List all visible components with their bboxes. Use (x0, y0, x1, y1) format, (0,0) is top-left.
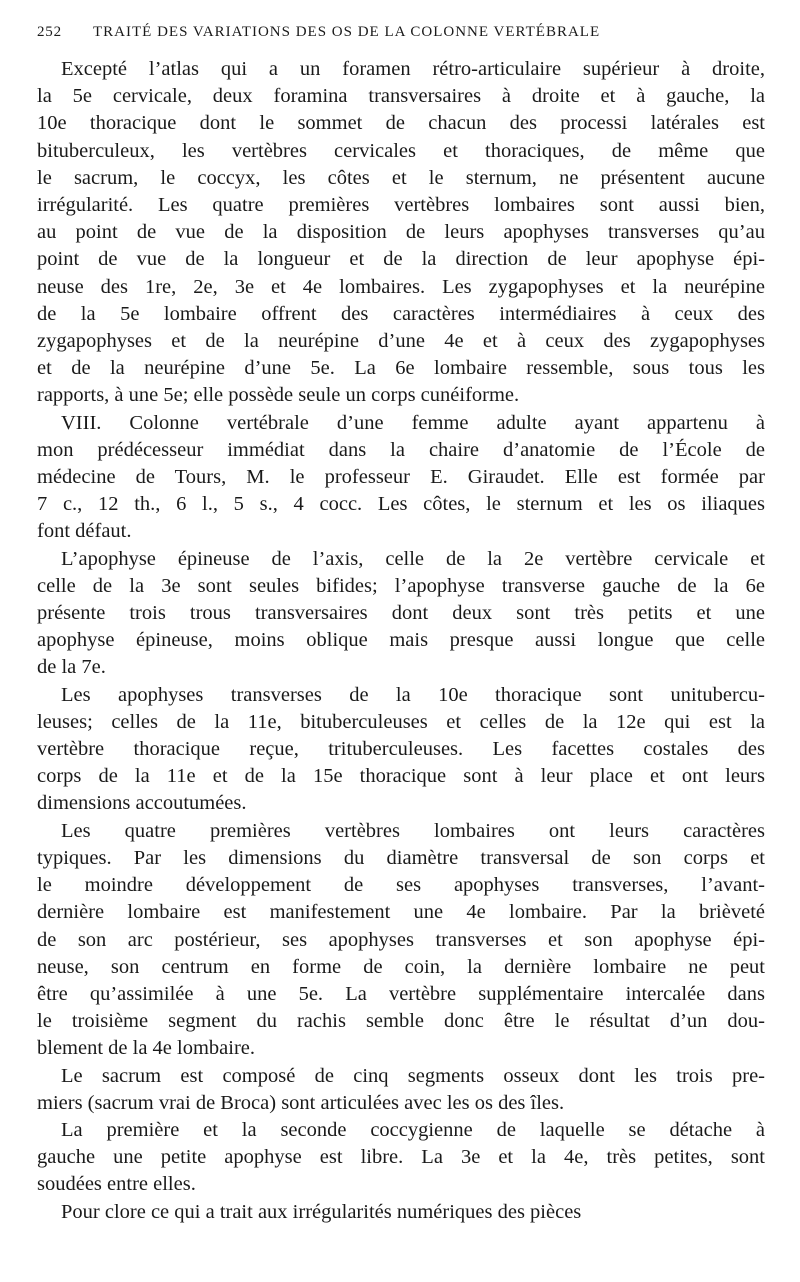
text-line: la 5e cervicale, deux foramina transversaires à droite et à gauche, la (37, 85, 765, 108)
text-line: le moindre développement de ses apophyses transverses, l’avant- (37, 874, 765, 897)
text-line: miers (sacrum vrai de Broca) sont articulées avec les os des îles. (37, 1091, 565, 1114)
text-line: dernière lombaire est manifestement une 4e lombaire. Par la brièveté (37, 901, 765, 924)
text-line: font défaut. (37, 520, 132, 543)
paragraph-1 (37, 56, 765, 410)
text-line: Pour clore ce qui a trait aux irrégularités numériques des pièces (61, 1200, 582, 1223)
text-line: vertèbre thoracique reçue, trituberculeuses. Les facettes costales des (37, 738, 765, 761)
text-line: neuse des 1re, 2e, 3e et 4e lombaires. Les zygapophyses et la neurépine (37, 275, 765, 298)
paragraph-8 (37, 1199, 765, 1226)
text-line: gauche une petite apophyse est libre. La 3e et la 4e, très petites, sont (37, 1146, 765, 1169)
page-header (37, 24, 765, 56)
text-line: médecine de Tours, M. le professeur E. Giraudet. Elle est formée par (37, 466, 765, 489)
body-text (37, 56, 765, 1226)
text-line: de la 7e. (37, 656, 106, 679)
text-line: dimensions accoutumées. (37, 792, 247, 815)
text-line: être qu’assimilée à une 5e. La vertèbre supplémentaire intercalée dans (37, 982, 765, 1005)
text-line: le troisième segment du rachis semble donc être le résultat d’un dou- (37, 1010, 765, 1033)
paragraph-2 (37, 410, 765, 546)
text-line: de son arc postérieur, ses apophyses transverses et son apophyse épi- (37, 928, 765, 951)
text-line: mon prédécesseur immédiat dans la chaire d’anatomie de l’École de (37, 438, 765, 461)
text-line: Les quatre premières vertèbres lombaires ont leurs caractères (61, 819, 765, 842)
text-line: zygapophyses et de la neurépine d’une 4e et à ceux des zygapophyses (37, 330, 765, 353)
text-line: et de la neurépine d’une 5e. La 6e lombaire ressemble, sous tous les (37, 357, 765, 380)
text-line: au point de vue de la disposition de leurs apophyses transverses qu’au (37, 221, 765, 244)
text-line: blement de la 4e lombaire. (37, 1037, 256, 1060)
paragraph-3 (37, 546, 765, 682)
text-line: neuse, son centrum en forme de coin, la dernière lombaire ne peut (37, 955, 765, 978)
text-line: VIII. Colonne vertébrale d’une femme adulte ayant appartenu à (61, 411, 765, 434)
text-line: de la 5e lombaire offrent des caractères intermédiaires à ceux des (37, 302, 765, 325)
text-line: celle de la 3e sont seules bifides; l’apophyse transverse gauche de la 6e (37, 574, 765, 597)
text-line: irrégularité. Les quatre premières vertèbres lombaires sont aussi bien, (37, 194, 765, 217)
text-line: rapports, à une 5e; elle possède seule un corps cunéiforme. (37, 384, 520, 407)
running-title: TRAITÉ DES VARIATIONS DES OS DE LA COLONNE VERTÉBRALE (93, 24, 601, 40)
page-number: 252 (37, 24, 62, 40)
text-line: Les apophyses transverses de la 10e thoracique sont unitubercu- (61, 683, 765, 706)
paragraph-7 (37, 1117, 765, 1199)
paragraph-5 (37, 818, 765, 1063)
book-page (37, 24, 765, 1226)
text-line: 7 c., 12 th., 6 l., 5 s., 4 cocc. Les côtes, le sternum et les os iliaques (37, 493, 765, 516)
text-line: leuses; celles de la 11e, bituberculeuses et celles de la 12e qui est la (37, 710, 765, 733)
text-line: L’apophyse épineuse de l’axis, celle de la 2e vertèbre cervicale et (61, 547, 765, 570)
text-line: typiques. Par les dimensions du diamètre transversal de son corps et (37, 846, 765, 869)
text-line: le sacrum, le coccyx, les côtes et le sternum, ne présentent aucune (37, 166, 765, 189)
text-line: Le sacrum est composé de cinq segments osseux dont les trois pre- (61, 1064, 765, 1087)
text-line: soudées entre elles. (37, 1173, 196, 1196)
paragraph-6 (37, 1063, 765, 1117)
text-line: apophyse épineuse, moins oblique mais presque aussi longue que celle (37, 629, 765, 652)
text-line: 10e thoracique dont le sommet de chacun des processi latérales est (37, 112, 765, 135)
paragraph-4 (37, 682, 765, 818)
text-line: corps de la 11e et de la 15e thoracique sont à leur place et ont leurs (37, 765, 765, 788)
text-line: La première et la seconde coccygienne de laquelle se détache à (61, 1118, 765, 1141)
text-line: point de vue de la longueur et de la direction de leur apophyse épi- (37, 248, 765, 271)
text-line: présente trois trous transversaires dont deux sont très petits et une (37, 602, 765, 625)
text-line: bituberculeux, les vertèbres cervicales et thoraciques, de même que (37, 139, 765, 162)
text-line: Excepté l’atlas qui a un foramen rétro-articulaire supérieur à droite, (61, 58, 765, 80)
